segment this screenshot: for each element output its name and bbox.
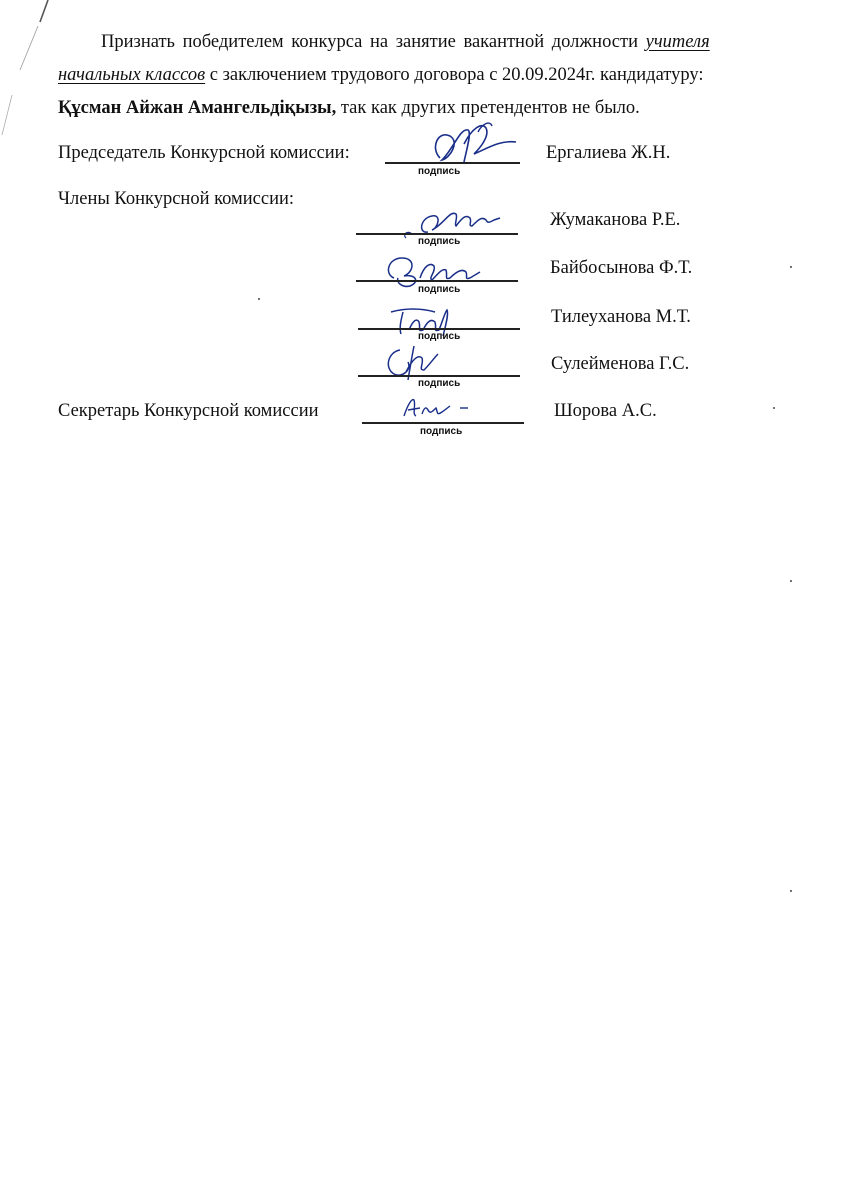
member-1-signature-line [356, 233, 518, 235]
chair-signature-image [420, 118, 525, 173]
member-4-name: Сулейменова Г.С. [551, 354, 690, 374]
scan-speck [790, 266, 792, 268]
position-title-part1: учителя [645, 32, 710, 52]
chair-label: Председатель Конкурсной комиссии: [58, 143, 350, 163]
members-label: Члены Конкурсной комиссии: [58, 189, 295, 209]
decision-line-2 [58, 59, 788, 92]
decision-text-1: Признать победителем конкурса на занятие вакантной должности [101, 32, 638, 52]
candidate-name: Құсман Айжан Амангельдіқызы, [58, 98, 337, 118]
scan-speck [790, 580, 792, 582]
secretary-signature-caption: подпись [420, 426, 463, 437]
secretary-name: Шорова А.С. [554, 401, 657, 421]
member-3-signature-line [358, 328, 520, 330]
position-title-part2: начальных классов [58, 65, 206, 85]
secretary-signature-line [362, 422, 524, 424]
member-1-signature-caption: подпись [418, 236, 461, 247]
decision-text-2: с заключением трудового договора с 20.09.2024г. кандидатуру: [205, 65, 704, 85]
chair-name: Ергалиева Ж.Н. [546, 143, 671, 163]
scan-speck [790, 890, 792, 892]
decision-text-3: так как других претендентов не было. [336, 98, 640, 118]
secretary-signature-image [398, 394, 478, 424]
page-crease-mark [0, 0, 60, 140]
member-3-signature-caption: подпись [418, 331, 461, 342]
member-2-signature-caption: подпись [418, 284, 461, 295]
member-1-name: Жумаканова Р.Е. [550, 210, 681, 230]
secretary-label: Секретарь Конкурсной комиссии [58, 401, 319, 421]
decision-line-1 [58, 26, 788, 59]
decision-paragraph [58, 26, 788, 125]
chair-signature-caption: подпись [418, 166, 461, 177]
member-4-signature-line [358, 375, 520, 377]
scan-speck [258, 298, 260, 300]
member-3-name: Тилеуханова М.Т. [551, 307, 691, 327]
member-2-signature-line [356, 280, 518, 282]
scan-speck [773, 407, 775, 409]
member-4-signature-caption: подпись [418, 378, 461, 389]
chair-signature-line [385, 162, 520, 164]
member-2-name: Байбосынова Ф.Т. [550, 258, 693, 278]
